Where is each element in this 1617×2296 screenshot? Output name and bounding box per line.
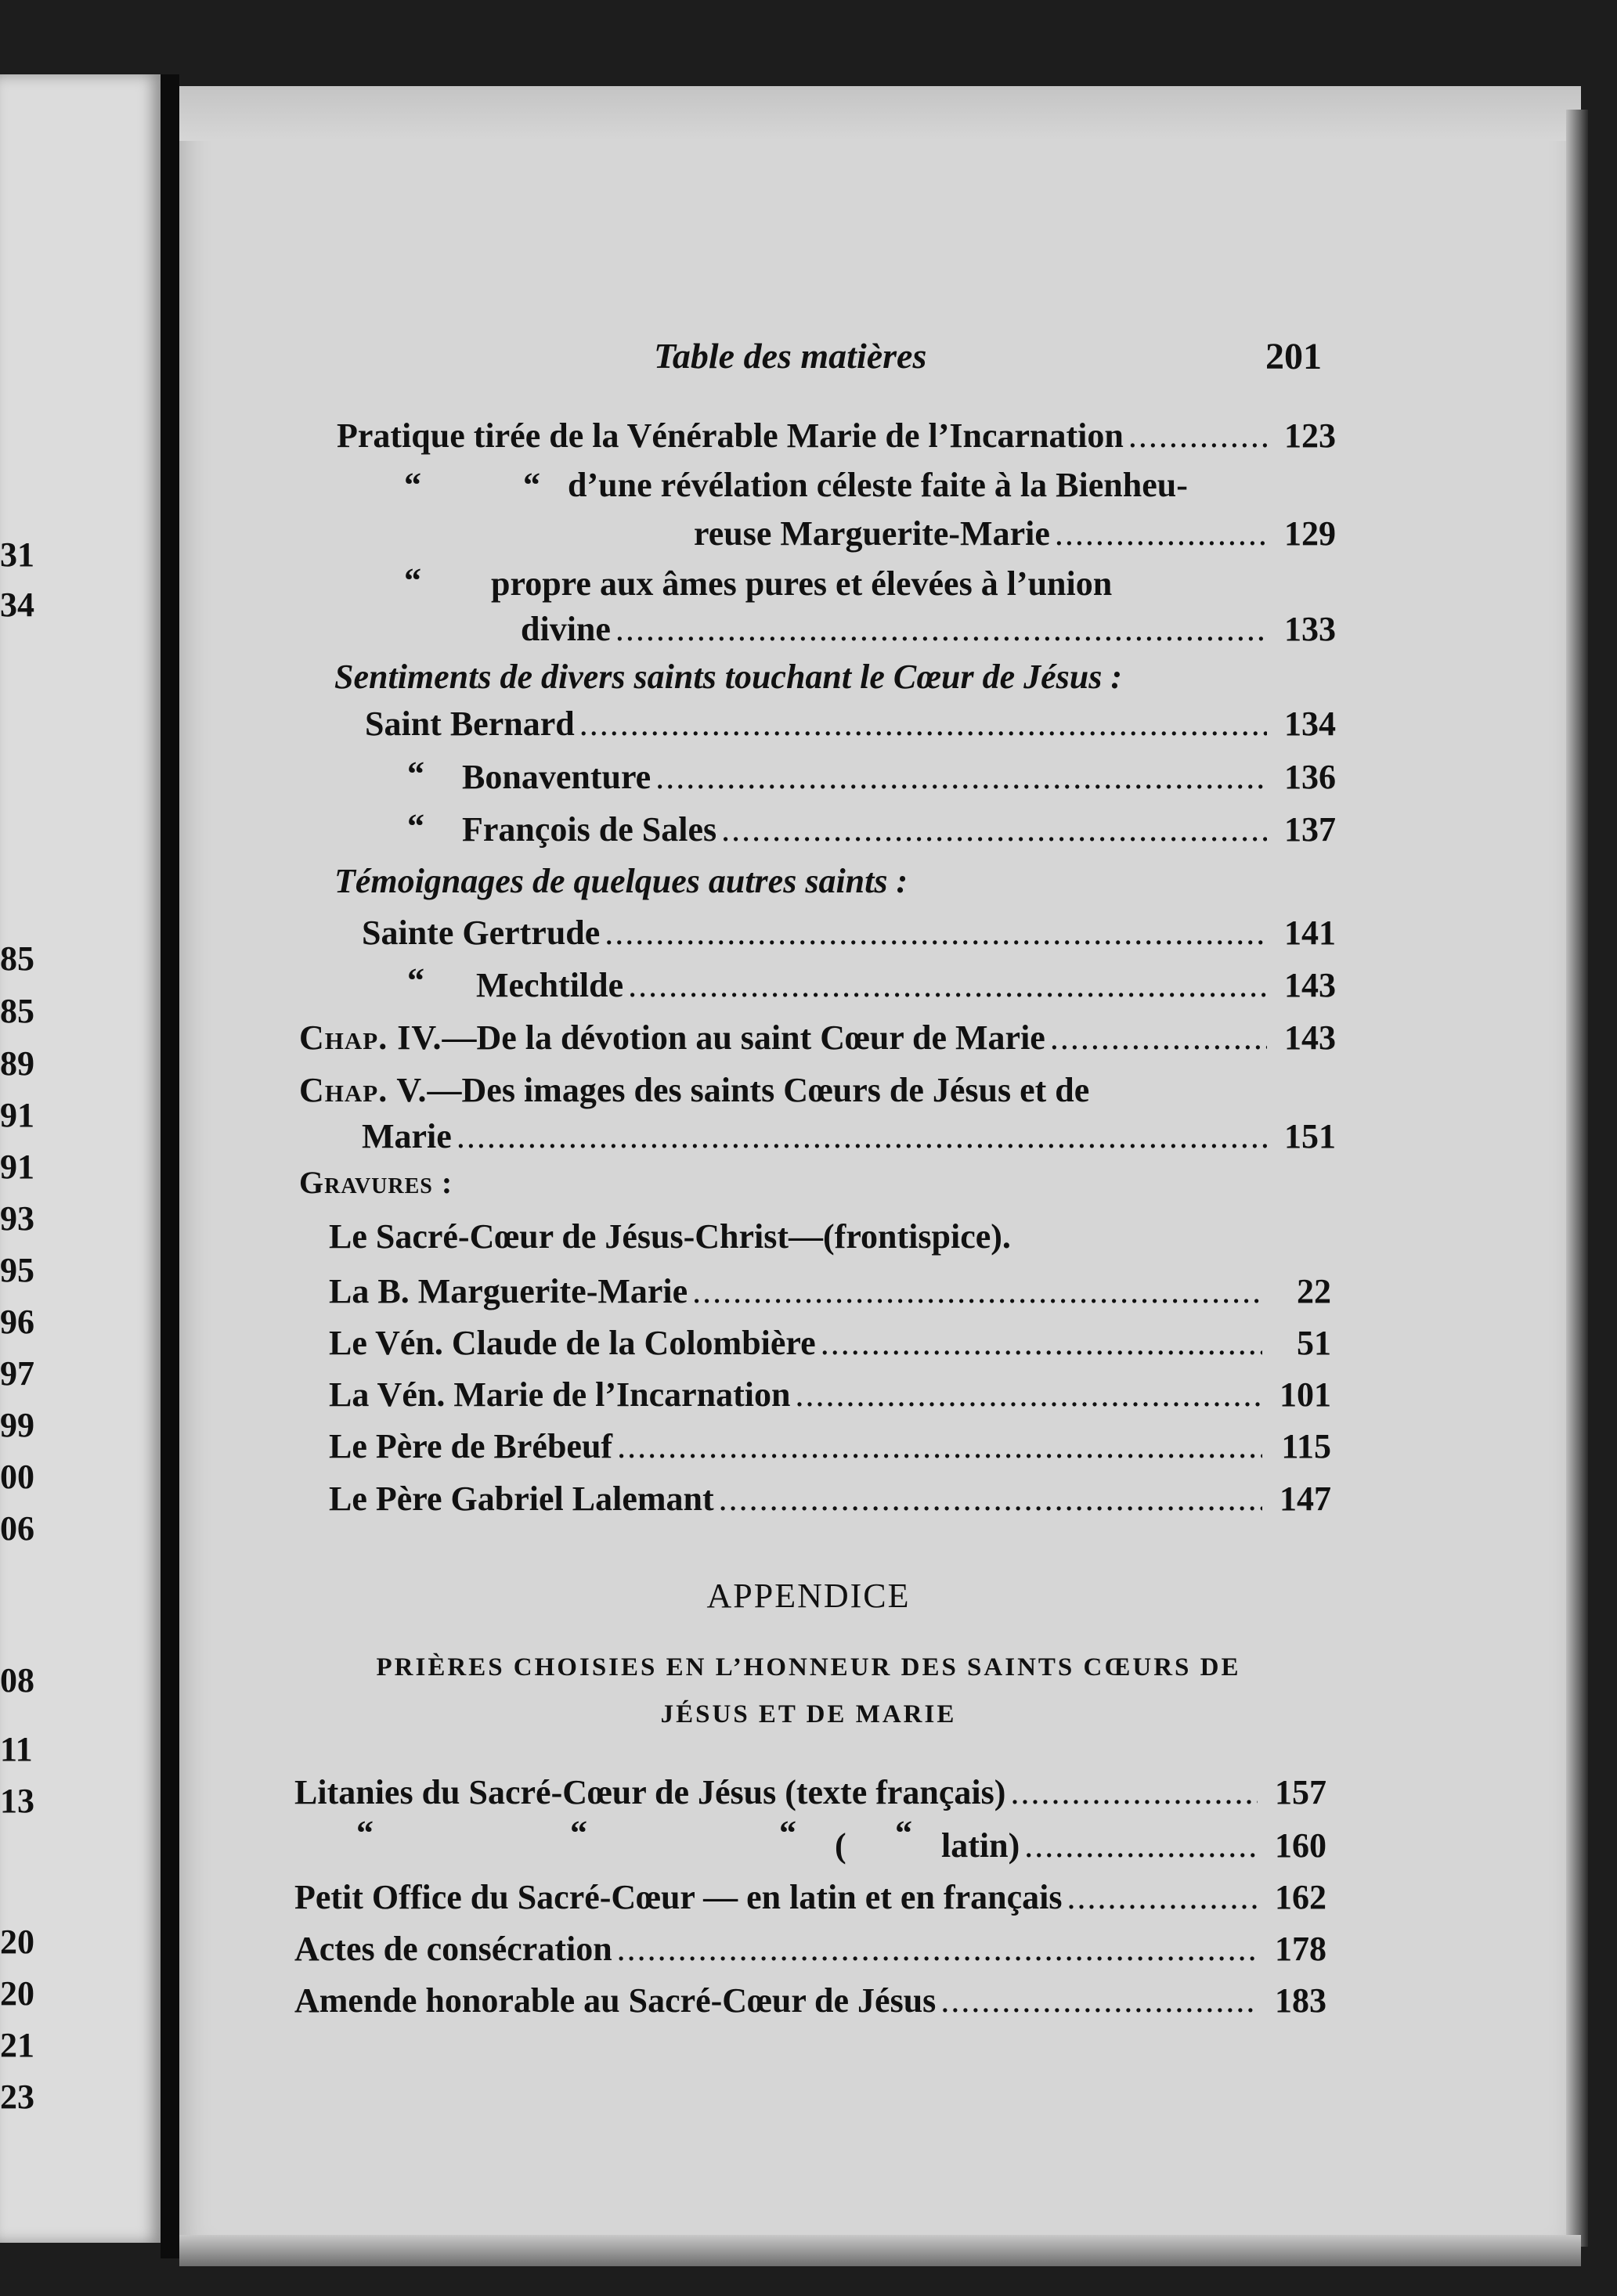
left-page-number: 99 [0, 1406, 34, 1444]
left-page-number: 34 [0, 586, 34, 624]
left-page-number: 06 [0, 1509, 34, 1548]
toc-entry [329, 1429, 1331, 1464]
toc-entry-page: 136 [1284, 758, 1336, 796]
toc-entry-page: 137 [1284, 810, 1336, 849]
toc-entry-label: Saint Bernard [365, 705, 575, 743]
left-page-number: 20 [0, 1923, 34, 1961]
toc-entry [941, 1826, 1326, 1865]
toc-entry-label: Marie [362, 1117, 452, 1155]
toc-entry-page: 22 [1297, 1272, 1331, 1310]
toc-entry-page: 151 [1284, 1117, 1336, 1155]
chapter-number: Chap. V. [299, 1071, 428, 1109]
appendix-subtitle: PRIÈRES CHOISIES EN L’HONNEUR DES SAINTS CŒURS DE [376, 1653, 1241, 1681]
ditto-mark: “ [404, 466, 421, 504]
left-page-number: 08 [0, 1661, 34, 1699]
toc-entry-label: Amende honorable au Sacré-Cœur de Jésus [294, 1981, 937, 2020]
leader-dots [1024, 1829, 1258, 1863]
chapter-number: Chap. IV. [299, 1018, 442, 1057]
toc-entry-label: Petit Office du Sacré-Cœur — en latin et en français [294, 1878, 1063, 1916]
toc-entry [337, 416, 1336, 455]
ditto-mark: “ [407, 755, 424, 793]
section-heading: Gravures : [299, 1165, 453, 1200]
toc-entry [694, 514, 1336, 553]
left-page-number: 31 [0, 535, 34, 574]
left-page-number: 21 [0, 2026, 34, 2064]
leader-dots [617, 1932, 1258, 1966]
left-page-number: 85 [0, 992, 34, 1030]
ditto-mark: “ [407, 807, 424, 845]
leader-dots [1128, 419, 1267, 453]
toc-entry-label: Le Vén. Claude de la Colombière [329, 1324, 816, 1362]
ditto-mark: “ [523, 466, 540, 504]
leader-dots [605, 916, 1267, 950]
leader-dots [1055, 517, 1267, 551]
toc-entry [329, 1326, 1331, 1361]
toc-entry-label: —De la dévotion au saint Cœur de Marie [442, 1018, 1045, 1057]
left-page-number: 11 [0, 1730, 33, 1768]
section-heading: Sentiments de divers saints touchant le Cœur de Jésus : [334, 658, 1123, 696]
toc-entry [365, 707, 1336, 741]
toc-entry-page: 115 [1281, 1427, 1331, 1465]
toc-entry-label: François de Sales [462, 810, 717, 849]
toc-entry-label: propre aux âmes pures et élevées à l’union [491, 564, 1113, 603]
appendix-title: APPENDICE [706, 1577, 911, 1615]
left-page-edge [0, 74, 161, 2243]
page-bottom-edge [179, 2235, 1581, 2266]
toc-entry [462, 760, 1336, 795]
ditto-mark: “ [356, 1814, 374, 1852]
toc-entry-label: Sainte Gertrude [362, 914, 601, 952]
ditto-mark: “ [407, 961, 424, 1000]
toc-entry-label: Le Père Gabriel Lalemant [329, 1480, 714, 1518]
leader-dots [940, 1984, 1258, 2018]
ditto-mark: “ [404, 561, 421, 600]
running-title: Table des matières [654, 336, 927, 376]
toc-entry-label: Le Père de Brébeuf [329, 1427, 613, 1465]
toc-entry [362, 1119, 1336, 1154]
toc-entry-label: Actes de consécration [294, 1930, 612, 1968]
leader-dots [821, 1326, 1262, 1361]
toc-entry [294, 1932, 1326, 1966]
left-page-number: 20 [0, 1974, 34, 2013]
toc-entry-page: 183 [1275, 1981, 1326, 2020]
left-page-number: 93 [0, 1199, 34, 1238]
left-page-number: 96 [0, 1303, 34, 1341]
toc-entry [362, 916, 1336, 950]
toc-entry [294, 1880, 1326, 1915]
toc-entry-page: 143 [1284, 1018, 1336, 1057]
leader-dots [692, 1274, 1262, 1309]
leader-dots [615, 612, 1267, 647]
toc-entry-label: reuse Marguerite-Marie [694, 514, 1050, 553]
toc-entry-page: 51 [1297, 1324, 1331, 1362]
leader-dots [719, 1482, 1262, 1516]
left-page-number: 91 [0, 1148, 34, 1186]
toc-entry-label: —Des images des saints Cœurs de Jésus et de [427, 1071, 1090, 1109]
toc-entry-label: Litanies du Sacré-Cœur de Jésus (texte français) [294, 1773, 1006, 1811]
toc-entry-page: 162 [1275, 1878, 1326, 1916]
ditto-mark: “ [895, 1814, 912, 1852]
toc-entry-label: La B. Marguerite-Marie [329, 1272, 688, 1310]
toc-entry-label: latin) [941, 1826, 1020, 1865]
toc-entry-page: 143 [1284, 966, 1336, 1004]
toc-entry-label: La Vén. Marie de l’Incarnation [329, 1375, 791, 1414]
left-page-number: 97 [0, 1354, 34, 1393]
toc-entry-label: d’une révélation céleste faite à la Bienheu- [568, 466, 1188, 504]
toc-entry-page: 147 [1280, 1480, 1331, 1518]
toc-entry [294, 1981, 1326, 2020]
left-page-number: 13 [0, 1782, 34, 1820]
page-top-edge [179, 86, 1581, 141]
toc-entry-label: Le Sacré-Cœur de Jésus-Christ—(frontispice). [329, 1217, 1011, 1256]
toc-chapter-entry [299, 1018, 1336, 1057]
toc-entry-page: 129 [1284, 514, 1336, 553]
toc-entry-page: 141 [1284, 914, 1336, 952]
toc-entry-label: Pratique tirée de la Vénérable Marie de l’Incarnation [337, 416, 1124, 455]
leader-dots [1010, 1775, 1258, 1810]
leader-dots [457, 1119, 1267, 1154]
page-right-edge [1566, 110, 1588, 2247]
page-number: 201 [1265, 336, 1322, 377]
toc-entry-label: Mechtilde [476, 966, 624, 1004]
toc-entry [329, 1274, 1331, 1309]
ditto-mark: “ [570, 1814, 587, 1852]
toc-entry [476, 968, 1336, 1003]
leader-dots [1067, 1880, 1258, 1915]
left-page-number: 91 [0, 1096, 34, 1134]
leader-dots [579, 707, 1267, 741]
toc-entry-page: 123 [1284, 416, 1336, 455]
parenthesis: ( [835, 1826, 846, 1865]
toc-entry-page: 157 [1275, 1773, 1326, 1811]
leader-dots [628, 968, 1267, 1003]
left-page-number: 89 [0, 1044, 34, 1083]
book-gutter [161, 74, 179, 2258]
toc-entry-label: Bonaventure [462, 758, 651, 796]
toc-entry-label: divine [521, 610, 611, 648]
toc-entry-page: 178 [1275, 1930, 1326, 1968]
leader-dots [655, 760, 1267, 795]
toc-entry-page: 101 [1280, 1375, 1331, 1414]
leader-dots [617, 1429, 1262, 1464]
leader-dots [796, 1378, 1263, 1412]
ditto-mark: “ [779, 1814, 796, 1852]
toc-entry [329, 1375, 1331, 1414]
toc-entry-page: 160 [1275, 1826, 1326, 1865]
toc-entry [521, 612, 1336, 647]
toc-entry-page: 134 [1284, 705, 1336, 743]
leader-dots [721, 813, 1267, 847]
section-heading: Témoignages de quelques autres saints : [334, 862, 908, 900]
appendix-subtitle: JÉSUS ET DE MARIE [660, 1700, 957, 1728]
toc-entry [294, 1775, 1326, 1810]
left-page-number: 00 [0, 1458, 34, 1496]
left-page-number: 85 [0, 939, 34, 978]
toc-entry [329, 1482, 1331, 1516]
toc-entry [462, 810, 1336, 849]
leader-dots [1050, 1021, 1267, 1055]
left-page-number: 95 [0, 1251, 34, 1289]
toc-chapter-entry [299, 1073, 1336, 1108]
left-page-number: 23 [0, 2078, 34, 2116]
toc-entry-page: 133 [1284, 610, 1336, 648]
